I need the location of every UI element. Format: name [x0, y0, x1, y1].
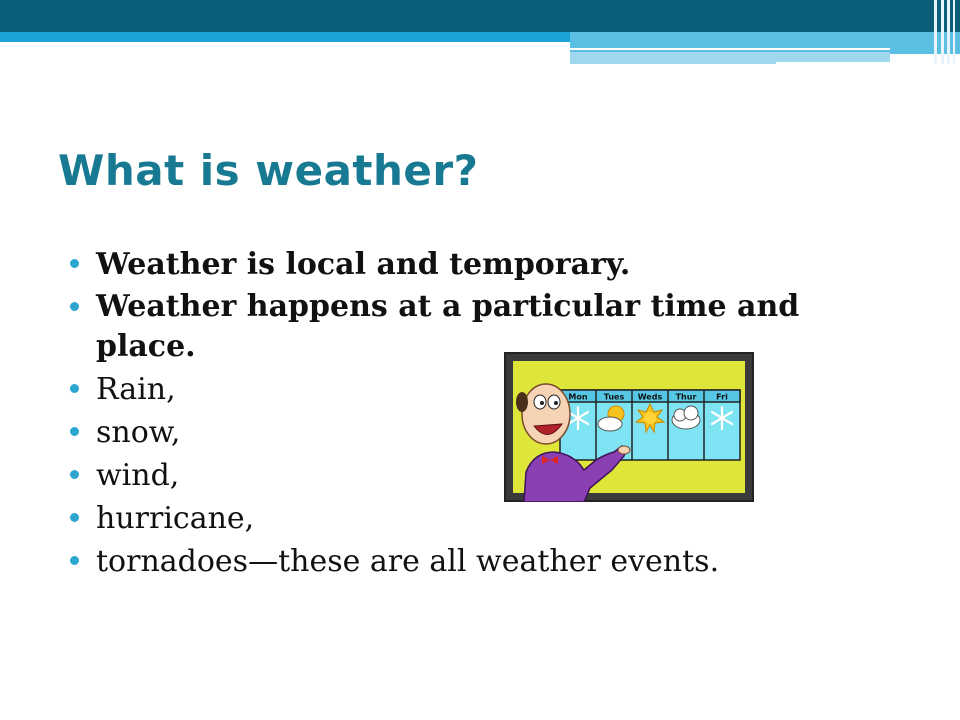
- bullet-dot-icon: [70, 470, 79, 479]
- bullet-text: tornadoes—these are all weather events.: [96, 544, 720, 579]
- weatherman-clipart: [504, 352, 754, 502]
- bullet-dot-icon: [70, 513, 79, 522]
- header-band-dark: [0, 0, 960, 32]
- header-band-line: [570, 48, 890, 50]
- day-label-fri: Fri: [716, 392, 728, 402]
- bullet-item: [70, 412, 910, 453]
- bullet-text: Weather happens at a particular time and place.: [96, 289, 800, 364]
- bullet-text: Weather is local and temporary.: [96, 247, 631, 282]
- bullet-item: [70, 541, 910, 582]
- slide-title: What is weather?: [58, 146, 479, 195]
- bullet-dot-icon: [70, 556, 79, 565]
- bullet-item: [70, 498, 910, 539]
- forecast-table: [560, 390, 740, 460]
- bullet-item: [70, 244, 910, 285]
- day-label-thur: Thur: [675, 392, 697, 402]
- bullet-text: Rain,: [96, 372, 176, 407]
- header-band-light: [0, 32, 570, 42]
- bullet-text: snow,: [96, 415, 181, 450]
- bullet-list: [70, 244, 910, 584]
- bullet-dot-icon: [70, 427, 79, 436]
- bullet-item: [70, 455, 910, 496]
- header-band-stripes: [930, 0, 960, 64]
- bullet-text: hurricane,: [96, 501, 255, 536]
- bullet-dot-icon: [70, 384, 79, 393]
- bullet-dot-icon: [70, 302, 79, 311]
- bullet-item: [70, 287, 906, 367]
- bullet-dot-icon: [70, 259, 79, 268]
- day-label-tues: Tues: [603, 392, 625, 402]
- header-band-accent: [570, 32, 960, 54]
- day-label-mon: Mon: [568, 392, 588, 402]
- bullet-text: wind,: [96, 458, 180, 493]
- header-band-line-short: [776, 62, 891, 64]
- bullet-item: [70, 369, 910, 410]
- day-label-weds: Weds: [637, 392, 663, 402]
